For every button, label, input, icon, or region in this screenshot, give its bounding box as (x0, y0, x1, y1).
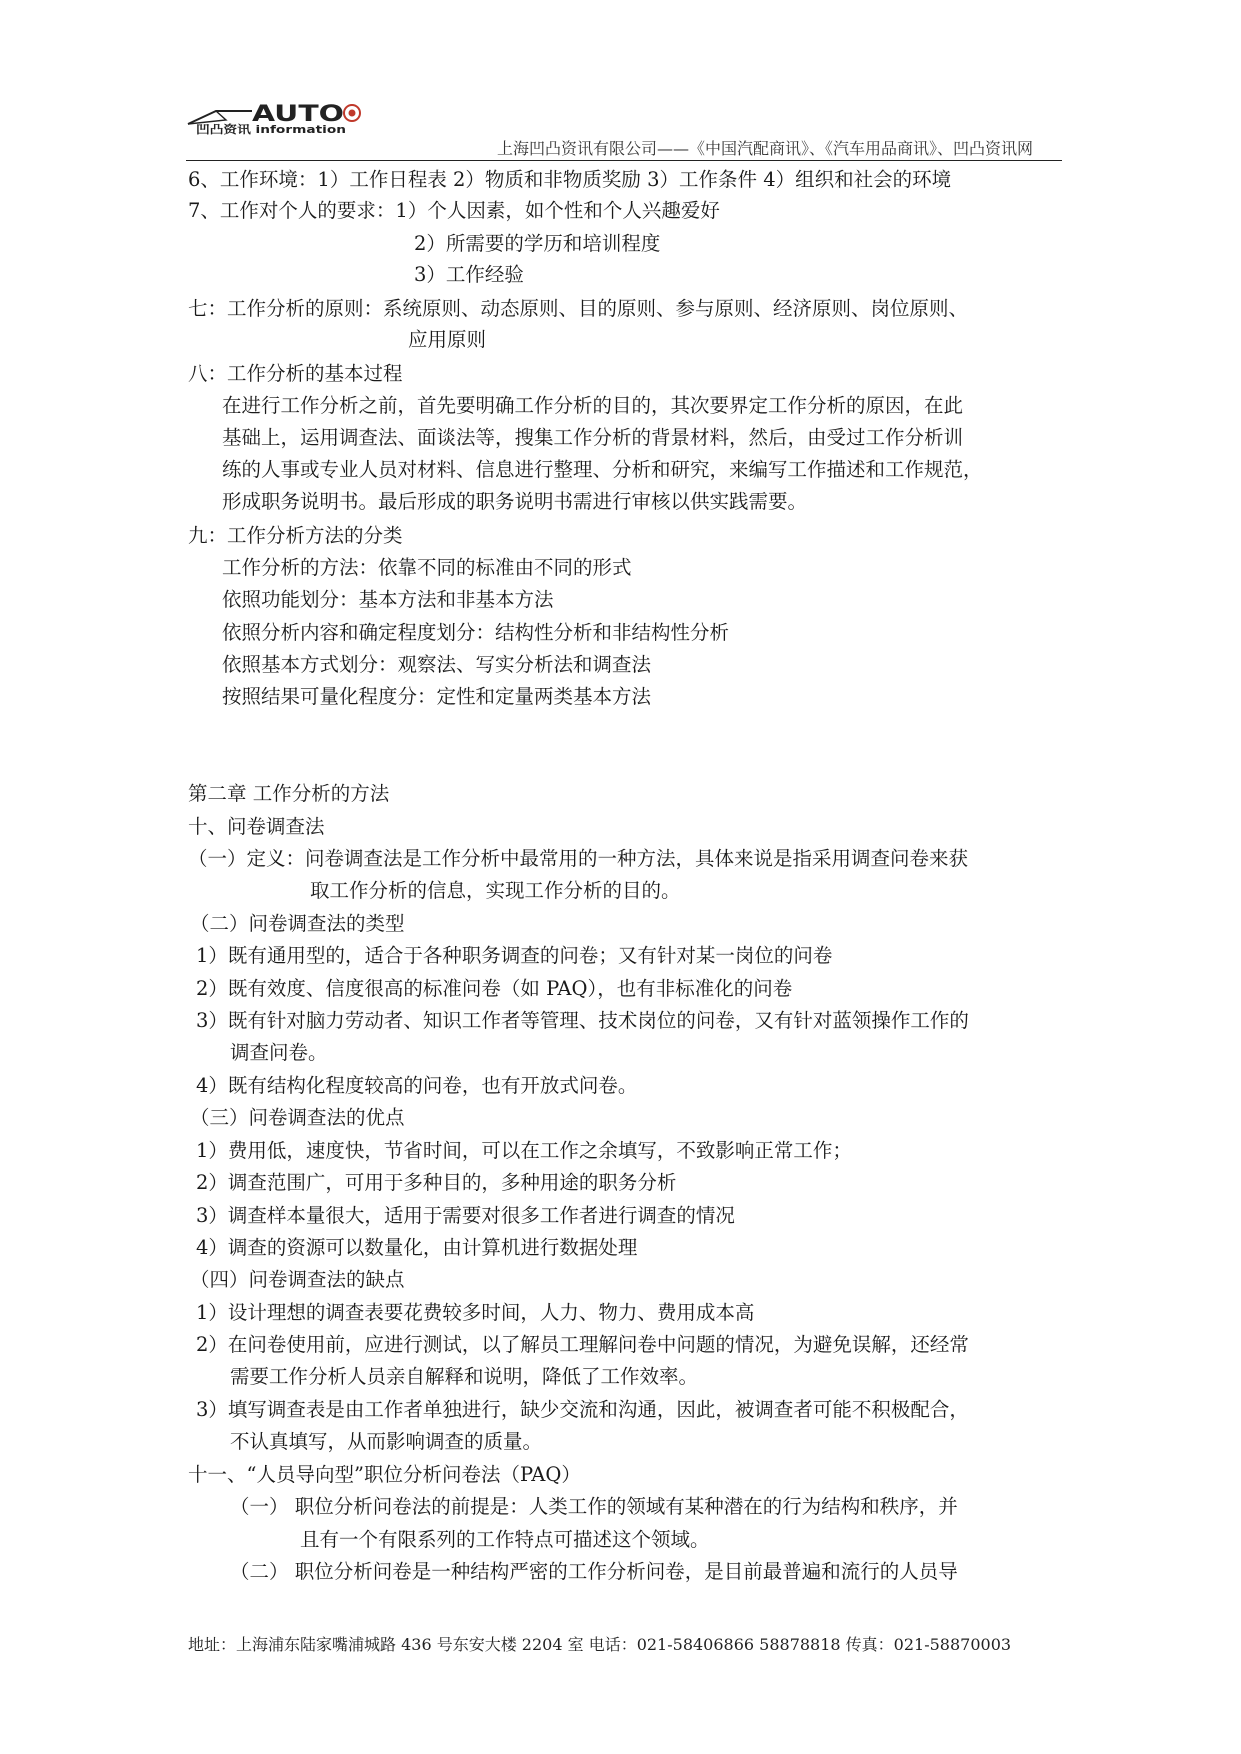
logo-subtitle: 凹凸资讯 information (196, 123, 317, 136)
body-line: 6、工作环境：1）工作日程表 2）物质和非物质奖励 3）工作条件 4）组织和社会的环境 (188, 168, 952, 191)
body-line: 按照结果可量化程度分：定性和定量两类基本方法 (222, 685, 652, 708)
header-divider (186, 160, 1062, 161)
body-line: 在进行工作分析之前，首先要明确工作分析的目的，其次要界定工作分析的原因，在此 (222, 394, 964, 417)
body-line: 依照基本方式划分：观察法、写实分析法和调查法 (222, 653, 652, 676)
body-line: 1）费用低，速度快，节省时间，可以在工作之余填写，不致影响正常工作； (196, 1139, 852, 1162)
body-line: 2）所需要的学历和培训程度 (414, 232, 661, 255)
header-company-line: 上海凹凸资讯有限公司——《中国汽配商讯》、《汽车用品商讯》、凹凸资讯网 (496, 139, 1033, 158)
body-line: 练的人事或专业人员对材料、信息进行整理、分析和研究，来编写工作描述和工作规范， (222, 458, 983, 481)
body-line: 4）既有结构化程度较高的问卷，也有开放式问卷。 (196, 1074, 638, 1097)
footer-contact: 地址：上海浦东陆家嘴浦城路 436 号东安大楼 2204 室 电话：021-58406866 58878818 传真：021-58870003 (188, 1635, 1012, 1654)
body-line: 需要工作分析人员亲自解释和说明，降低了工作效率。 (230, 1365, 699, 1388)
body-line: 形成职务说明书。最后形成的职务说明书需进行审核以供实践需要。 (222, 490, 808, 513)
body-line: （二） 职位分析问卷是一种结构严密的工作分析问卷，是目前最普遍和流行的人员导 (230, 1560, 958, 1583)
body-line: 依照分析内容和确定程度划分：结构性分析和非结构性分析 (222, 621, 730, 644)
body-line: 工作分析的方法：依靠不同的标准由不同的形式 (222, 556, 632, 579)
body-line: 基础上，运用调查法、面谈法等，搜集工作分析的背景材料，然后，由受过工作分析训 (222, 426, 964, 449)
section-heading: 十一、“人员导向型”职位分析问卷法（PAQ） (188, 1463, 581, 1486)
company-logo (186, 100, 376, 136)
body-line: 3）既有针对脑力劳动者、知识工作者等管理、技术岗位的问卷，又有针对蓝领操作工作的 (196, 1009, 969, 1032)
body-line: 1）既有通用型的，适合于各种职务调查的问卷；又有针对某一岗位的问卷 (196, 944, 833, 967)
body-line: 且有一个有限系列的工作特点可描述这个领域。 (300, 1528, 710, 1551)
body-line: 7、工作对个人的要求：1）个人因素，如个性和个人兴趣爱好 (188, 199, 720, 222)
body-line: （一） 职位分析问卷法的前提是：人类工作的领域有某种潜在的行为结构和秩序，并 (230, 1495, 958, 1518)
body-line: 2）既有效度、信度很高的标准问卷（如 PAQ），也有非标准化的问卷 (196, 977, 793, 1000)
subsection-heading: （二）问卷调查法的类型 (190, 912, 405, 935)
body-line: 3）工作经验 (414, 263, 524, 286)
subsection-heading: （四）问卷调查法的缺点 (190, 1268, 405, 1291)
body-line: 1）设计理想的调查表要花费较多时间，人力、物力、费用成本高 (196, 1301, 755, 1324)
subsection-heading: （三）问卷调查法的优点 (190, 1106, 405, 1129)
section-heading: 九：工作分析方法的分类 (188, 524, 403, 547)
body-line: 4）调查的资源可以数量化，由计算机进行数据处理 (196, 1236, 638, 1259)
body-line: 3）调查样本量很大，适用于需要对很多工作者进行调查的情况 (196, 1204, 735, 1227)
body-line: 应用原则 (408, 328, 487, 351)
body-line: 3）填写调查表是由工作者单独进行，缺少交流和沟通，因此，被调查者可能不积极配合， (196, 1398, 969, 1421)
body-line: 不认真填写，从而影响调查的质量。 (230, 1430, 543, 1453)
body-line: （一）定义：问卷调查法是工作分析中最常用的一种方法，具体来说是指采用调查问卷来获 (188, 847, 969, 870)
section-heading: 十、问卷调查法 (188, 815, 325, 838)
body-line: 七：工作分析的原则：系统原则、动态原则、目的原则、参与原则、经济原则、岗位原则、 (188, 297, 969, 320)
chapter-heading: 第二章 工作分析的方法 (188, 782, 390, 805)
section-heading: 八：工作分析的基本过程 (188, 362, 403, 385)
body-line: 依照功能划分：基本方法和非基本方法 (222, 588, 554, 611)
body-line: 2）调查范围广，可用于多种目的，多种用途的职务分析 (196, 1171, 677, 1194)
body-line: 2）在问卷使用前，应进行测试，以了解员工理解问卷中问题的情况，为避免误解，还经常 (196, 1333, 969, 1356)
body-line: 取工作分析的信息，实现工作分析的目的。 (310, 879, 681, 902)
body-line: 调查问卷。 (230, 1041, 328, 1064)
logo-brand: AUTO (252, 102, 344, 127)
